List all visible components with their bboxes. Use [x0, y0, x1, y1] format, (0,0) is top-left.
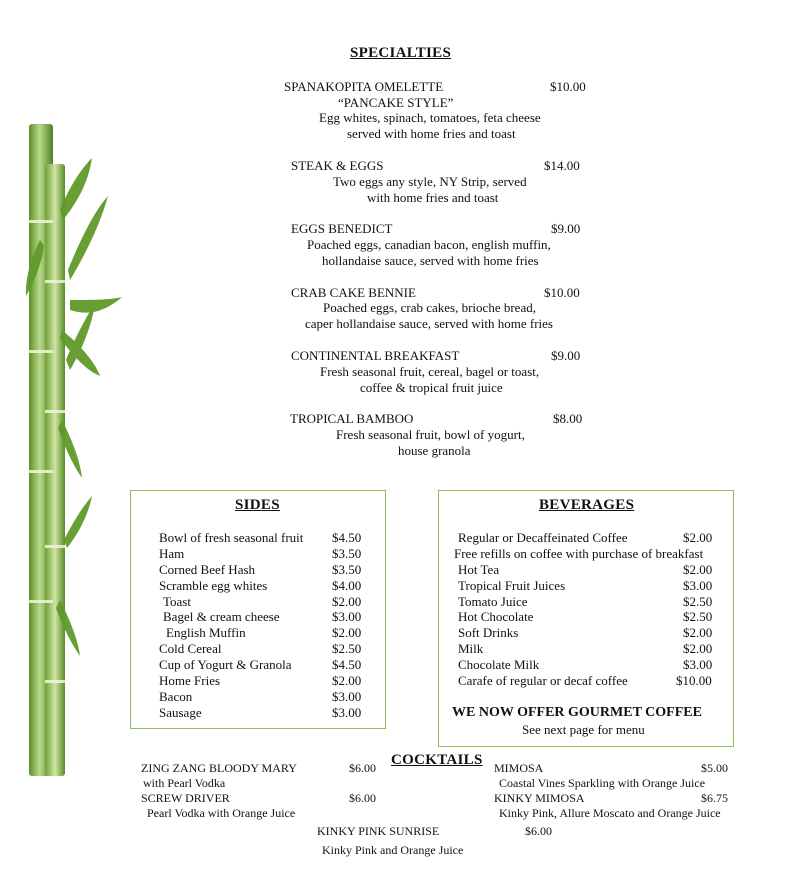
side-name: Scramble egg whites: [159, 578, 268, 593]
list-item: [159, 562, 374, 578]
list-item: [439, 530, 733, 546]
list-item: [159, 530, 374, 546]
cocktail-price: $6.75: [701, 791, 728, 805]
list-item: [159, 705, 374, 721]
list-item: [159, 625, 374, 641]
list-item: [439, 673, 733, 689]
list-item: [439, 594, 733, 610]
list-item: [439, 578, 733, 594]
specialty-price: $8.00: [553, 411, 583, 426]
cocktail-name: SCREW DRIVER: [141, 791, 230, 805]
beverage-name: Hot Tea: [458, 562, 500, 577]
side-price: $4.50: [332, 530, 362, 545]
side-name: Bowl of fresh seasonal fruit: [159, 530, 304, 545]
beverage-price: $2.00: [683, 562, 713, 577]
specialty-name: CRAB CAKE BENNIE: [291, 285, 416, 300]
side-price: $2.00: [332, 594, 362, 609]
side-name: Ham: [159, 546, 185, 561]
coffee-refill-note: [439, 546, 733, 562]
beverages-box: [438, 490, 734, 747]
side-price: $3.00: [332, 609, 362, 624]
side-name: Home Fries: [159, 673, 221, 688]
specialty-desc: Poached eggs, canadian bacon, english muffin,: [307, 237, 551, 252]
list-item: [159, 609, 374, 625]
side-price: $3.50: [332, 562, 362, 577]
cocktails-heading: COCKTAILS: [391, 752, 483, 768]
cocktail-name: KINKY MIMOSA: [494, 791, 585, 805]
specialty-price: $14.00: [544, 158, 580, 173]
cocktail-name: ZING ZANG BLOODY MARY: [141, 761, 297, 775]
specialties-heading: SPECIALTIES: [350, 45, 452, 61]
list-item: [439, 609, 733, 625]
specialty-desc: Fresh seasonal fruit, bowl of yogurt,: [336, 427, 525, 442]
specialty-name: TROPICAL BAMBOO: [290, 411, 414, 426]
bamboo-illustration: [0, 0, 130, 874]
beverage-price: $3.00: [683, 578, 713, 593]
side-price: $3.00: [332, 705, 362, 720]
cocktail-name: MIMOSA: [494, 761, 544, 775]
beverage-price: $3.00: [683, 657, 713, 672]
specialty-desc: hollandaise sauce, served with home fries: [322, 253, 539, 268]
specialty-price: $9.00: [551, 221, 581, 236]
specialty-desc: Two eggs any style, NY Strip, served: [333, 174, 527, 189]
specialty-desc: served with home fries and toast: [347, 126, 516, 141]
list-item: [439, 625, 733, 641]
specialty-name: SPANAKOPITA OMELETTE: [284, 79, 444, 94]
beverage-name: Tomato Juice: [458, 594, 528, 609]
gourmet-coffee-note: See next page for menu: [522, 722, 645, 737]
specialty-desc: house granola: [398, 443, 471, 458]
specialty-desc: Egg whites, spinach, tomatoes, feta cheese: [319, 110, 541, 125]
side-name: English Muffin: [166, 625, 246, 640]
beverage-name: Regular or Decaffeinated Coffee: [458, 530, 628, 545]
cocktail-desc: Pearl Vodka with Orange Juice: [147, 806, 296, 820]
beverage-name: Carafe of regular or decaf coffee: [458, 673, 628, 688]
cocktail-price: $6.00: [349, 761, 376, 775]
beverage-name: Chocolate Milk: [458, 657, 540, 672]
side-price: $2.00: [332, 625, 362, 640]
cocktail-price: $5.00: [701, 761, 728, 775]
beverage-name: Milk: [458, 641, 484, 656]
specialty-desc: Fresh seasonal fruit, cereal, bagel or toast,: [320, 364, 540, 379]
side-price: $4.00: [332, 578, 362, 593]
specialty-desc: with home fries and toast: [367, 190, 499, 205]
side-name: Toast: [163, 594, 191, 609]
cocktail-name: KINKY PINK SUNRISE: [317, 824, 440, 838]
list-item: [439, 641, 733, 657]
beverages-list: [439, 530, 733, 690]
beverages-heading: BEVERAGES: [539, 497, 635, 513]
specialty-name: EGGS BENEDICT: [291, 221, 393, 236]
list-item: [159, 673, 374, 689]
side-price: $2.50: [332, 641, 362, 656]
specialty-desc: coffee & tropical fruit juice: [360, 380, 503, 395]
beverage-price: $10.00: [676, 673, 712, 688]
list-item: [439, 562, 733, 578]
side-name: Corned Beef Hash: [159, 562, 256, 577]
cocktail-price: $6.00: [525, 824, 552, 838]
list-item: [159, 689, 374, 705]
side-price: $4.50: [332, 657, 362, 672]
list-item: [439, 657, 733, 673]
specialty-price: $10.00: [550, 79, 586, 94]
sides-box: [130, 490, 386, 729]
cocktail-desc: with Pearl Vodka: [143, 776, 226, 790]
side-name: Cup of Yogurt & Granola: [159, 657, 292, 672]
beverage-name: Soft Drinks: [458, 625, 519, 640]
side-name: Bacon: [159, 689, 193, 704]
side-price: $3.50: [332, 546, 362, 561]
side-name: Bagel & cream cheese: [163, 609, 280, 624]
side-name: Sausage: [159, 705, 202, 720]
beverage-price: $2.00: [683, 641, 713, 656]
sides-list: [159, 530, 374, 722]
list-item: [159, 641, 374, 657]
specialty-price: $9.00: [551, 348, 581, 363]
list-item: [159, 657, 374, 673]
cocktail-desc: Kinky Pink and Orange Juice: [322, 843, 464, 857]
refill-note-text: Free refills on coffee with purchase of breakfast: [454, 546, 704, 561]
specialty-name: STEAK & EGGS: [291, 158, 384, 173]
beverage-price: $2.50: [683, 594, 713, 609]
beverage-name: Tropical Fruit Juices: [458, 578, 566, 593]
beverage-price: $2.00: [683, 625, 713, 640]
side-price: $2.00: [332, 673, 362, 688]
cocktail-price: $6.00: [349, 791, 376, 805]
gourmet-coffee-banner: WE NOW OFFER GOURMET COFFEE: [452, 705, 702, 720]
list-item: [159, 578, 374, 594]
specialty-price: $10.00: [544, 285, 580, 300]
specialty-desc: caper hollandaise sauce, served with home fries: [305, 316, 553, 331]
list-item: [159, 546, 374, 562]
side-name: Cold Cereal: [159, 641, 222, 656]
side-price: $3.00: [332, 689, 362, 704]
beverage-price: $2.00: [683, 530, 713, 545]
beverage-price: $2.50: [683, 609, 713, 624]
specialty-desc: Poached eggs, crab cakes, brioche bread,: [323, 300, 536, 315]
list-item: [159, 594, 374, 610]
beverage-name: Hot Chocolate: [458, 609, 534, 624]
specialty-subtitle: “PANCAKE STYLE”: [338, 95, 454, 110]
specialty-name: CONTINENTAL BREAKFAST: [291, 348, 460, 363]
cocktail-desc: Coastal Vines Sparkling with Orange Juice: [499, 776, 706, 790]
sides-heading: SIDES: [235, 497, 280, 513]
cocktail-desc: Kinky Pink, Allure Moscato and Orange Juice: [499, 806, 721, 820]
